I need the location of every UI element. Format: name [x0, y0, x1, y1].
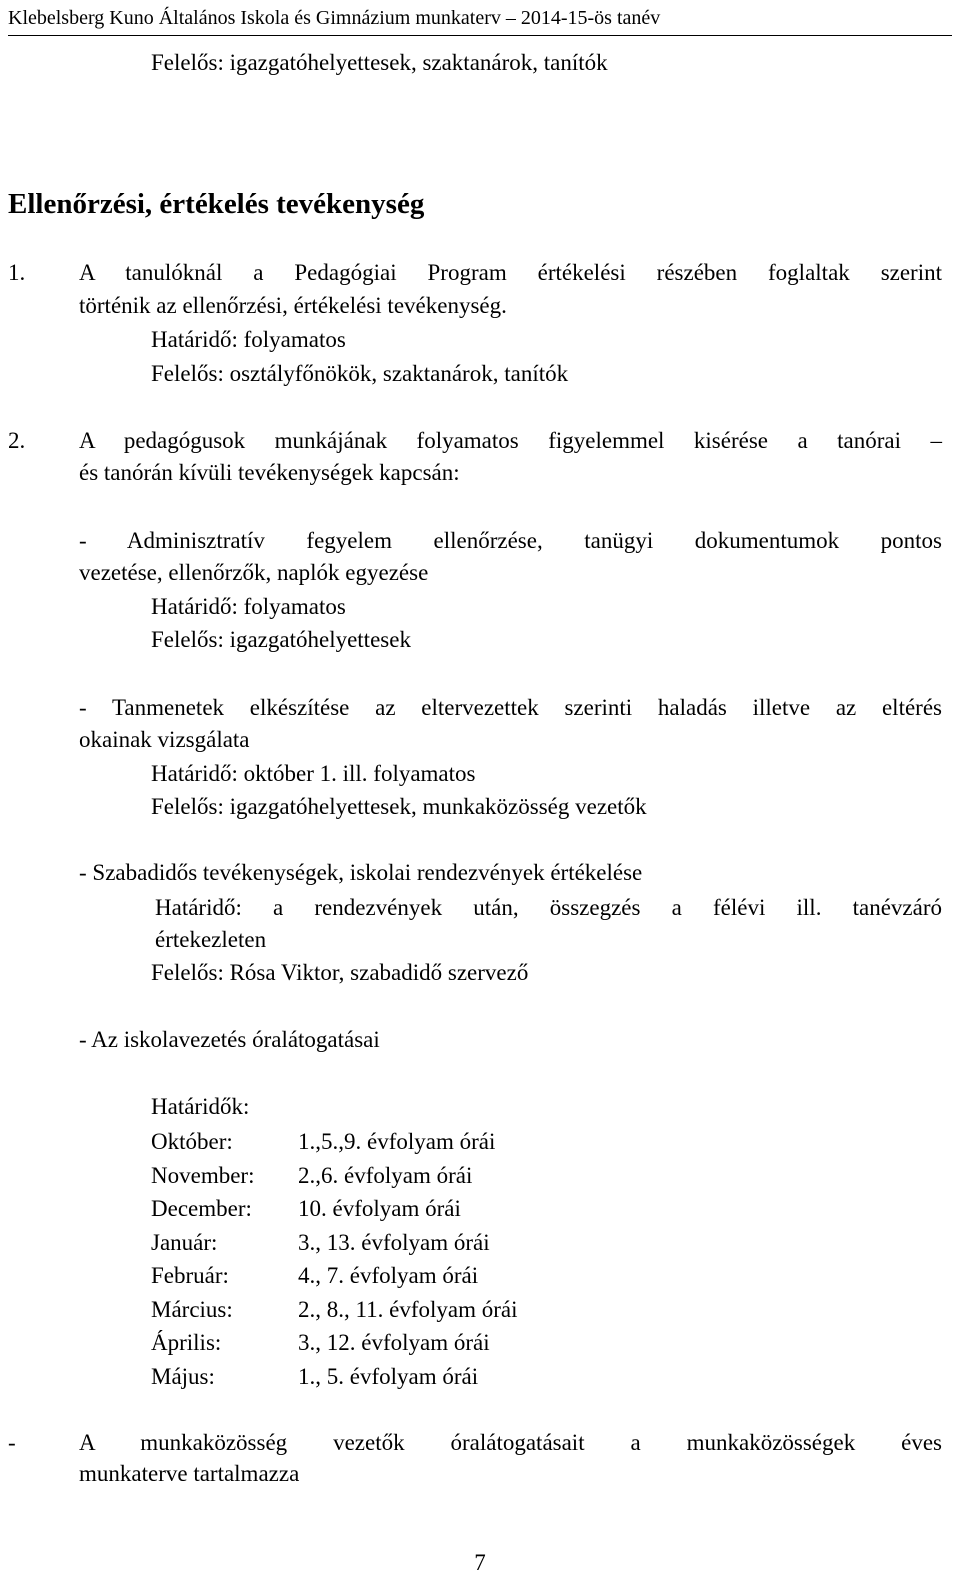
admin-deadline: Határidő: folyamatos	[151, 594, 346, 619]
item2-line1: A pedagógusok munkájának folyamatos figyelemmel kisérése a tanórai –	[79, 428, 942, 453]
item1-number: 1.	[8, 260, 26, 285]
schedule-month: Március:	[151, 1296, 233, 1322]
final-dash: -	[8, 1430, 16, 1455]
szabadido-responsible: Felelős: Rósa Viktor, szabadidő szervező	[151, 960, 529, 985]
final-line2: munkaterve tartalmazza	[79, 1461, 300, 1486]
deadlines-label: Határidők:	[151, 1094, 250, 1119]
schedule-grades: 10. évfolyam órái	[298, 1196, 461, 1221]
schedule-month: Május:	[151, 1363, 215, 1389]
oralatogatas-title: - Az iskolavezetés óralátogatásai	[79, 1027, 380, 1052]
admin-line2: vezetése, ellenőrzők, naplók egyezése	[79, 560, 429, 585]
top-responsible: Felelős: igazgatóhelyettesek, szaktanárok, tanítók	[151, 50, 608, 75]
tanmenet-line1: - Tanmenetek elkészítése az eltervezettek szerinti haladás illetve az eltérés	[79, 695, 942, 720]
item1-line1: A tanulóknál a Pedagógiai Program értékelési részében foglaltak szerint	[79, 260, 942, 285]
schedule-grades: 3., 13. évfolyam órái	[298, 1229, 490, 1255]
schedule-month: Április:	[151, 1330, 222, 1355]
schedule-month: Február:	[151, 1263, 229, 1288]
schedule-grades: 1.,5.,9. évfolyam órái	[298, 1129, 496, 1154]
schedule-grades: 1., 5. évfolyam órái	[298, 1363, 479, 1389]
tanmenet-line2: okainak vizsgálata	[79, 727, 250, 752]
tanmenet-deadline: Határidő: október 1. ill. folyamatos	[151, 761, 476, 786]
item1-responsible: Felelős: osztályfőnökök, szaktanárok, tanítók	[151, 361, 569, 386]
szabadido-deadline-line1: Határidő: a rendezvények után, összegzés a félévi ill. tanévzáró	[155, 895, 942, 920]
tanmenet-responsible: Felelős: igazgatóhelyettesek, munkaközösség vezetők	[151, 794, 647, 819]
item1-line2: történik az ellenőrzési, értékelési tevékenység.	[79, 293, 507, 318]
item1-deadline: Határidő: folyamatos	[151, 327, 346, 352]
schedule-month: November:	[151, 1162, 255, 1188]
item2-number: 2.	[8, 428, 26, 453]
schedule-grades: 2., 8., 11. évfolyam órái	[298, 1296, 518, 1322]
schedule-grades: 3., 12. évfolyam órái	[298, 1330, 490, 1355]
schedule-month: Január:	[151, 1229, 218, 1255]
final-line1: A munkaközösség vezetők óralátogatásait a munkaközösségek éves	[79, 1430, 942, 1455]
schedule-grades: 4., 7. évfolyam órái	[298, 1263, 479, 1288]
schedule-month: December:	[151, 1196, 252, 1221]
schedule-month: Október:	[151, 1129, 233, 1154]
szabadido-deadline-line2: értekezleten	[155, 927, 267, 952]
section-title: Ellenőrzési, értékelés tevékenység	[8, 188, 425, 220]
admin-line1: - Adminisztratív fegyelem ellenőrzése, tanügyi dokumentumok pontos	[79, 528, 942, 553]
item2-line2: és tanórán kívüli tevékenységek kapcsán:	[79, 460, 460, 485]
page-header: Klebelsberg Kuno Általános Iskola és Gimnázium munkaterv – 2014-15-ös tanév	[8, 4, 952, 36]
admin-responsible: Felelős: igazgatóhelyettesek	[151, 627, 411, 652]
schedule-grades: 2.,6. évfolyam órái	[298, 1162, 473, 1188]
page-number: 7	[474, 1550, 486, 1575]
szabadido-line1: - Szabadidős tevékenységek, iskolai rendezvények értékelése	[79, 860, 643, 885]
